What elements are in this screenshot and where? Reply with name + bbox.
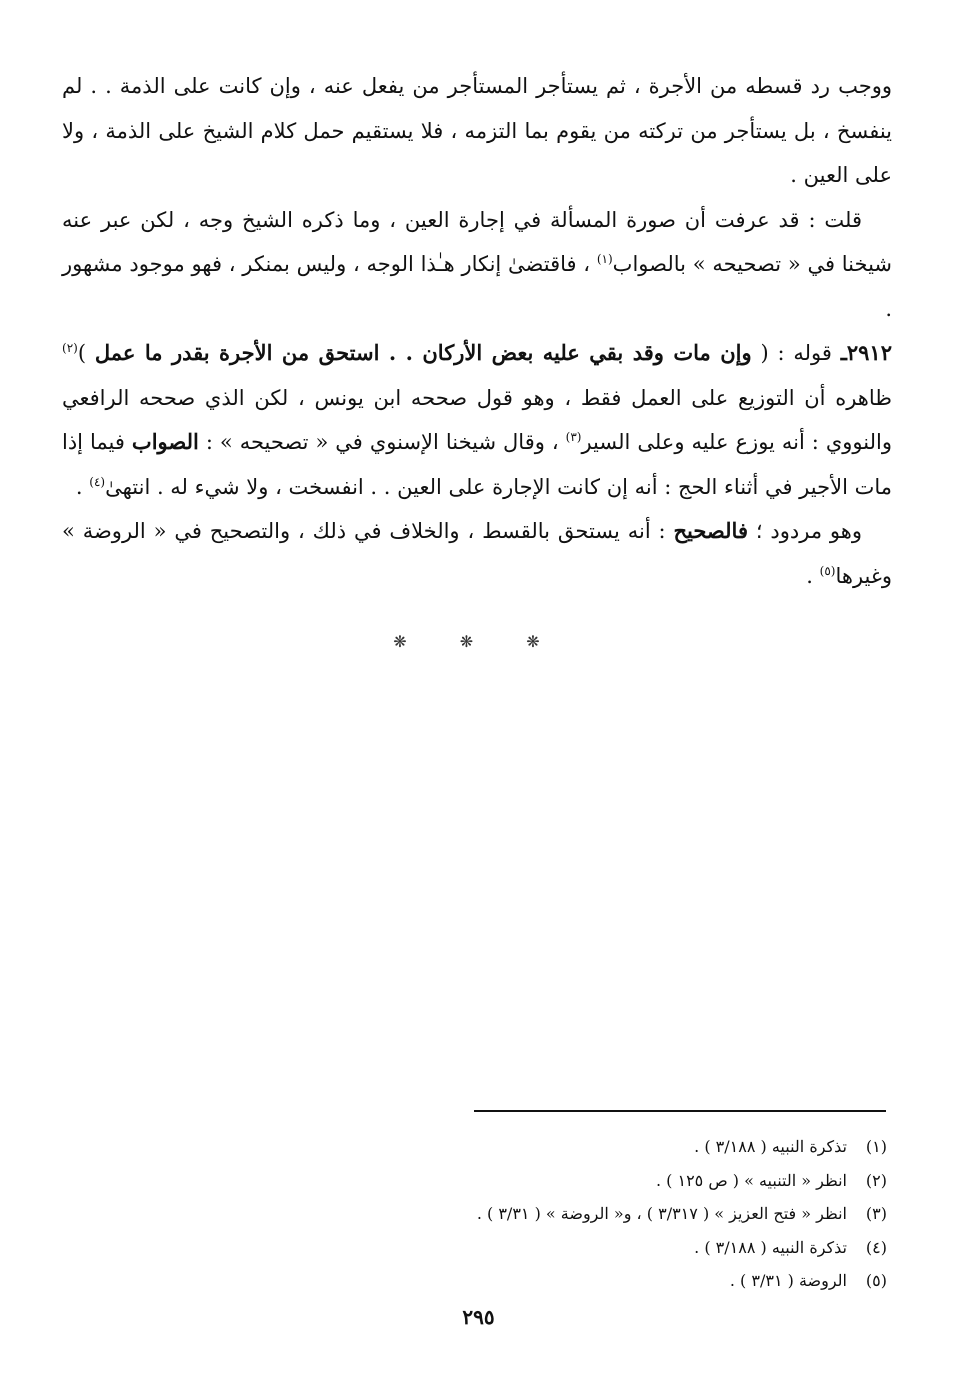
footnote-text: تذكرة النبيه ( ٣/١٨٨ ) .: [694, 1237, 847, 1257]
paragraph-3-text-c: فيما إذا مات الأجير في أثناء الحج : أنه إن كانت الإجارة على العين . . انفسخت ، ولا شيء له . انتهىٰ: [62, 430, 892, 499]
quoted-text: وإن مات وقد بقي عليه بعض الأركان . . استحق من الأجرة بقدر ما عمل: [94, 340, 752, 365]
footnote-5: [427, 1264, 887, 1298]
paragraph-3-text-a: ظاهره أن التوزيع على العمل فقط ، وهو قول صححه ابن يونس ، لكن الذي صححه الرافعي والنووي : أنه يوزع عليه وعلى السير: [62, 385, 892, 454]
footnote-1: [427, 1130, 887, 1164]
footnote-text: انظر « فتح العزيز » ( ٣/٣١٧ ) ، و« الروضة » ( ٣/٣١ ) .: [476, 1204, 847, 1223]
footnote-ref-4: (٤): [89, 474, 106, 489]
paragraph-4-text-a: وهو مردود ؛: [747, 519, 862, 543]
footnote-text: تذكرة النبيه ( ٣/١٨٨ ) .: [694, 1137, 847, 1156]
entry-lead: قوله : (: [751, 341, 841, 365]
paragraph-4-text-b: : أنه يستحق بالقسط ، والخلاف في ذلك ، والتصحيح في « الروضة » وغيرها: [62, 519, 892, 588]
quote-close: ): [77, 341, 95, 365]
footnote-ref-1: (١): [596, 252, 613, 266]
paragraph-3-text-d: .: [75, 474, 90, 499]
footnote-number: (١): [865, 1137, 887, 1156]
footnote-number: (٢): [865, 1170, 887, 1190]
paragraph-1-text: ووجب رد قسطه من الأجرة ، ثم يستأجر المستأجر من يفعل عنه ، وإن كانت على الذمة . . لم ينفسخ ، بل يستأجر من تركته من يقوم بما التزمه ، فلا يستقيم حمل كلام الشيخ على الذمة ، ولا على العين .: [62, 74, 892, 187]
footnote-ref-2: (٢): [62, 341, 78, 355]
footnote-number: (٤): [865, 1237, 887, 1257]
paragraph-1: [62, 64, 892, 198]
footnote-number: (٥): [865, 1271, 887, 1290]
footnote-ref-3: (٣): [565, 430, 582, 444]
bold-sawab: الصواب: [131, 429, 199, 454]
page-number: ٢٩٥: [462, 1305, 495, 1329]
paragraph-4-text-c: .: [806, 563, 820, 588]
footnote-4: [427, 1231, 887, 1265]
paragraph-2-text-b: ، فاقتضىٰ إنكار هـٰذا الوجه ، وليس بمنكر ، فهو موجود مشهور .: [62, 252, 892, 321]
main-text: [62, 64, 892, 598]
paragraph-3-text-b: ، وقال شيخنا الإسنوي في « تصحيحه » :: [198, 430, 566, 454]
footnote-text: الروضة ( ٣/٣١ ) .: [729, 1271, 847, 1290]
footnote-divider: [474, 1110, 886, 1112]
footnote-number: (٣): [865, 1204, 887, 1223]
entry-number: ٢٩١٢ـ: [840, 340, 892, 365]
footnote-ref-5: (٥): [819, 563, 836, 578]
footnote-2: [427, 1164, 887, 1198]
footnotes: [427, 1130, 887, 1298]
paragraph-2: [62, 198, 892, 332]
footnote-text: انظر « التنبيه » ( ص ١٢٥ ) .: [655, 1170, 847, 1190]
paragraph-3: [62, 331, 892, 509]
paragraph-2-text-a: قلت : قد عرفت أن صورة المسألة في إجارة العين ، وما ذكره الشيخ وجه ، لكن عبر عنه شيخنا في « تصحيحه » بالصواب: [62, 207, 892, 276]
paragraph-4: [62, 509, 892, 598]
bold-sahih: فالصحيح: [673, 518, 748, 543]
section-separator: ❋ ❋ ❋: [393, 632, 564, 651]
footnote-3: [427, 1197, 887, 1231]
